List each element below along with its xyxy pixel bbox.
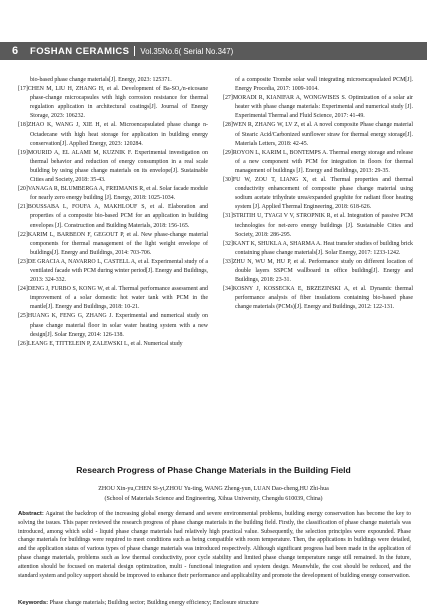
header-divider <box>134 46 135 56</box>
reference-entry: [22]KARIM L, BARBEON F, GEGOUT P, et al. New phase-change material components for thermal management of the light weight envelope of buildings[J]. Energy and Buildings, 2014: 703-706. <box>18 231 208 256</box>
reference-entry: [33]ZHU N, WU M, HU P, et al. Performance study on different location of double layers SSPCM wallboard in office building[J]. Energy and Buildings, 2018: 23-31. <box>223 258 413 284</box>
reference-entry: [31]STRITIH U, TYAGI V V, STROPNIK R, et al. Integration of passive PCM technologies for net-zero energy buildings [J]. Sustainable Cities and Society, 2018: 286-295. <box>223 213 413 238</box>
reference-entry: [26]LEANG E, TITTELEIN P, ZALEWSKI L, et al. Numerical study <box>18 340 183 347</box>
keywords-text: Phase change materials; Building sector; Building energy efficiency; Enclosure structure <box>49 600 259 606</box>
reference-entry: [34]KOSNY J, KOSSECKA E, BRZEZINSKI A, et al. Dynamic thermal performance analysis of fiber insulations containing bio-based phase change materials (PCMs)[J]. Energy and Buildings, 2012: 122-131. <box>223 286 413 311</box>
keywords-label: Keywords: <box>18 600 49 606</box>
keywords <box>18 599 411 608</box>
reference-entry: [20]VANAGA R, BLUMBERGA A, FREIMANIS R, et al. Solar facade module for nearly zero energy building [J]. Energy, 2018: 1025-1034. <box>18 186 208 202</box>
reference-entry: [23]DE GRACIA A, NAVARRO L, CASTELL A, et al. Experimental study of a ventilated facade with PCM during winter period[J]. Energy and Buildings, 2013: 324-332. <box>18 258 208 284</box>
reference-entry: [25]HUANG K, FENG G, ZHANG J. Experimental and numerical study on phase change material floor in solar water heating system with a new design[J]. Solar Energy, 2014: 126-138. <box>18 313 208 338</box>
abstract <box>18 510 411 580</box>
page-header <box>0 42 427 60</box>
reference-entry: of a composite Trombe solar wall integrating microencapsulated PCM[J]. Energy Procedia, 2017: 1009-1014. <box>235 77 413 93</box>
reference-entry: [18]ZHAO K, WANG J, XIE H, et al. Microencapsulated phase change n-Octadecane with high heat storage for application in building energy conservation[J]. Applied Energy, 2023: 120284. <box>18 122 208 147</box>
reference-entry: [29]ROYON L, KARIM L, BONTEMPS A. Thermal energy storage and release of a new component with PCM for integration in floors for thermal management of buildings [J]. Energy and Buildings, 2013: 29-35. <box>223 149 413 174</box>
reference-entry: [17]CHEN M, LIU H, ZHANG H, et al. Development of Ba-SO₄/n-eicosane phase-change microcapsules with high corrosion resistance for thermal regulation application in architectural coatings[J]. Journal of Energy Storage, 2023: 106232. <box>18 86 208 120</box>
reference-entry: [28]WEN R, ZHANG W, LV Z, et al. A novel composite Phase change material of Stearic Acid/Carbonized sunflower straw for thermal energy storage[J]. Materials Letters, 2018: 42-45. <box>223 122 413 147</box>
page-number: 6 <box>11 45 19 57</box>
affiliation: (School of Materials Science and Engineering, Xihua University, Chengdu 610039, China) <box>104 496 323 502</box>
reference-entry: [24]DENG J, FURBO S, KONG W, et al. Thermal performance assessment and improvement of a solar domestic hot water tank with PCM in the mantle[J]. Energy and Buildings, 2018: 10-21. <box>18 286 208 311</box>
reference-entry: [32]KANT K, SHUKLA A, SHARMA A. Heat transfer studies of building brick containing phase change materials[J]. Solar Energy, 2017: 1233-1242. <box>223 240 413 256</box>
reference-entry: [19]MOURID A, EL ALAMI M, KUZNIK F. Experimental investigation on thermal behavior and reduction of energy consumption in a real scale building by using phase change materials on its envelope[J]. Sustainable Cities and Society, 2018: 35-43. <box>18 149 208 184</box>
journal-name: FOSHAN CERAMICS <box>30 45 130 57</box>
abstract-text: Against the backdrop of the increasing global energy demand and severe environmental problems, building energy conservation has become the key to solving the issues. This paper reviewed the research progress of phase change materials in the building field. Firstly, the classification of phase change materials was introduced, among which solid - liquid phase change materials had relatively high practical value. Subsequently, the selection principles were expounded. Phase change materials for buildings were required to meet conditions such as being compatible with room temperature. Then, the applications in buildings were detailed, and the application status of various types of phase change materials was introduced respectively. Although significant progress had been made in the application of phase change materials, problems such as low thermal conductivity, poor cycle stability and limited phase change temperature range still remained. In the future, attention should be focused on material design optimization, multi - functional integration and system design. Meanwhile, the cost should be reduced, and the standard system and policy support should be improved to enhance their performance and applicability and promote the development of building energy conservation. <box>18 511 411 579</box>
references-right-column <box>223 76 413 464</box>
references-left-column <box>18 76 208 464</box>
reference-entry: [21]BOUSSABA L, FOUFA A, MAKHLOUF S, et al. Elaboration and properties of a composite bio-based PCM for an application in building envelopes [J]. Construction and Building Materials, 2018: 156-165. <box>18 204 208 229</box>
english-title: Research Progress of Phase Change Materials in the Building Field <box>76 465 351 475</box>
reference-entry: [27]MORADI R, KIANIFAR A, WONGWISES S. Optimization of a solar air heater with phase change materials: Experimental and numerical study [J]. Experimental Thermal and Fluid Science, 2017: 41-49. <box>223 95 413 120</box>
author-list: ZHOU Xin-yu,CHEN Si-yi,ZHOU Yu-ting, WANG Zheng-yun, LUAN Dao-cheng,HU Zhi-hua <box>98 486 329 492</box>
abstract-label: Abstract: <box>18 511 44 517</box>
references-section <box>18 76 413 464</box>
reference-entry: [30]FU W, ZOU T, LIANG X, et al. Thermal properties and thermal conductivity enhancement of composite phase change material using sodium acetate trihydrate urea/expanded graphite for radiant floor heating system [J]. Applied Thermal Engineering, 2018: 618-626. <box>223 177 413 211</box>
reference-entry: bio-based phase change materials[J]. Energy, 2023: 125371. <box>30 77 172 83</box>
journal-volume: Vol.35No.6( Serial No.347) <box>140 46 234 56</box>
